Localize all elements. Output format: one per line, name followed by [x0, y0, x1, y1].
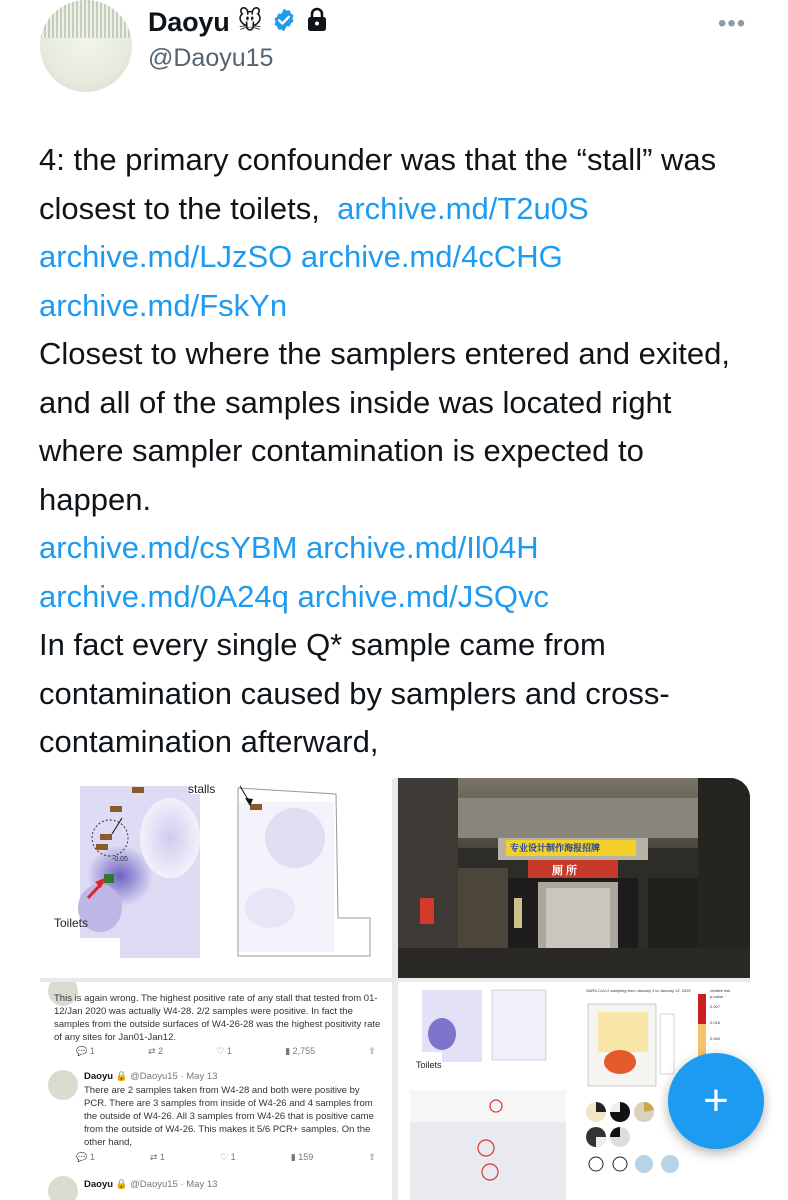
- tweet-text-segment: [292, 239, 301, 274]
- collage-toilets-label: Toilets: [416, 1060, 442, 1070]
- collage-legend-title: relative risk: [710, 988, 731, 993]
- tweet-text-segment: In fact every single Q* sample came from contamination caused by samplers and cross-contamination afterward,: [39, 627, 670, 759]
- view-count: ▮ 159: [290, 1152, 314, 1162]
- embedded-reply-text: This is again wrong. The highest positive rate of any stall that tested from 01-12/Jan 2020 was actually W4-28. 2/2 samples were positive. In fact the samples from the outside surfaces of W4-26-28 was the highest positivity rate of any sites for Jan01-Jan12.: [54, 993, 381, 1043]
- like-count: ♡ 1: [216, 1046, 232, 1056]
- collage-chart-title: SARS-CoV-2 sampling from January 1 to January 12, 2020: [586, 988, 691, 993]
- embedded-avatar-3: [48, 1176, 78, 1200]
- collage-legend-value-3: 0.050: [710, 1036, 721, 1041]
- embedded-avatar-2: [48, 1070, 78, 1100]
- archive-link[interactable]: archive.md/csYBM: [39, 530, 298, 565]
- more-options-button[interactable]: •••: [718, 10, 747, 37]
- avatar-pattern: [40, 0, 132, 38]
- like-count: ♡ 1: [220, 1152, 236, 1162]
- tweet-text-segment: [539, 530, 548, 565]
- tweet-text-segment: [297, 530, 306, 565]
- tweet-text-segment: [289, 579, 298, 614]
- share-icon: ⇧: [368, 1152, 376, 1162]
- stalls-map-graphic: [40, 778, 392, 978]
- collage-legend-value-2: 0.018: [710, 1020, 721, 1025]
- stalls-label: stalls: [188, 782, 216, 796]
- tweet-header: [0, 0, 788, 120]
- compose-button[interactable]: +: [668, 1053, 764, 1149]
- media-map-stalls[interactable]: [40, 778, 392, 978]
- archive-link[interactable]: archive.md/0A24q: [39, 578, 289, 614]
- author-name-row: [148, 4, 329, 40]
- media-photo-market-entrance[interactable]: [398, 778, 750, 978]
- tweet-text: [39, 136, 759, 767]
- collage-legend-value-1: 0.007: [710, 1004, 721, 1009]
- archive-link[interactable]: archive.md/4cCHG: [300, 239, 563, 274]
- author-avatar[interactable]: [40, 0, 132, 92]
- contour-label: -0.05: [112, 856, 128, 863]
- verified-badge-icon: [271, 7, 297, 38]
- share-icon: ⇧: [368, 1046, 376, 1056]
- photo-sign-toilet: 厕 所: [552, 865, 578, 877]
- media-grid: [40, 778, 750, 1200]
- archive-link[interactable]: archive.md/Il04H: [306, 530, 539, 565]
- embedded-third-header: Daoyu 🔒 @Daoyu15 · May 13: [84, 1179, 218, 1190]
- tweet-text-segment: [589, 191, 598, 226]
- mouse-emoji-icon: 🐭: [237, 8, 263, 35]
- tweet-text-segment: [563, 239, 572, 274]
- embedded-second-header: Daoyu 🔒 @Daoyu15 · May 13: [84, 1071, 218, 1082]
- market-photo-graphic: [398, 778, 750, 978]
- view-count: ▮ 2,755: [285, 1046, 316, 1056]
- embedded-second-actions: [76, 1152, 376, 1163]
- embedded-second-text: There are 2 samples taken from W4-28 and both were positive by PCR. There are 3 samples from inside of W4-26 and 4 samples from the outside of W4-26. All 3 samples from W4-26 that is positive came from the outside of W4-26. This makes it 5/6 PCR+ samples. On the other hand,: [84, 1085, 374, 1148]
- photo-sign-top: 专业设计制作海报招牌: [510, 843, 601, 853]
- collage-legend-sub: p-value: [710, 994, 724, 999]
- embedded-reply-actions: [76, 1046, 376, 1057]
- archive-link[interactable]: archive.md/JSQvc: [297, 578, 550, 614]
- archive-link[interactable]: archive.md/LJzSO: [39, 239, 293, 274]
- retweet-count: ⇄ 1: [149, 1152, 165, 1162]
- author-display-name[interactable]: Daoyu: [148, 6, 230, 37]
- reply-count: 💬 1: [76, 1046, 95, 1056]
- archive-link[interactable]: archive.md/FskYn: [39, 287, 288, 323]
- archive-link[interactable]: archive.md/T2u0S: [337, 190, 589, 226]
- tweet-text-segment: Closest to where the samplers entered and exited, and all of the samples inside was located right where sampler contamination is expected to happen.: [39, 336, 730, 517]
- toilets-label: Toilets: [54, 916, 89, 930]
- author-handle[interactable]: @Daoyu15: [148, 44, 274, 72]
- media-embedded-tweets[interactable]: [40, 982, 392, 1200]
- reply-count: 💬 1: [76, 1152, 95, 1162]
- retweet-count: ⇄ 2: [148, 1046, 164, 1056]
- tweet-text-segment: 4: the primary confounder was that the “stall” was closest to the toilets,: [39, 142, 725, 226]
- lock-icon: [305, 7, 329, 38]
